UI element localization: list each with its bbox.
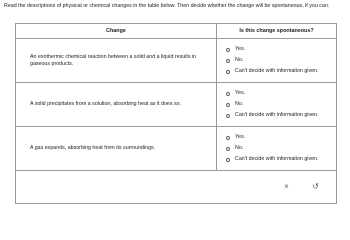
radio-button[interactable] bbox=[226, 59, 230, 63]
option-label: Can't decide with information given. bbox=[235, 68, 319, 74]
option-label: No. bbox=[235, 57, 244, 63]
option-cant-decide[interactable] bbox=[226, 154, 336, 165]
radio-button[interactable] bbox=[226, 92, 230, 96]
clear-button[interactable] bbox=[280, 180, 293, 193]
radio-button[interactable] bbox=[226, 114, 230, 118]
question-table bbox=[15, 23, 337, 204]
radio-button[interactable] bbox=[226, 147, 230, 151]
option-no[interactable] bbox=[226, 143, 336, 154]
action-bar bbox=[16, 171, 336, 203]
option-no[interactable] bbox=[226, 55, 336, 66]
answer-options bbox=[217, 39, 336, 82]
option-label: Yes. bbox=[235, 134, 246, 140]
option-cant-decide[interactable] bbox=[226, 66, 336, 77]
close-icon: × bbox=[284, 182, 289, 191]
undo-button[interactable] bbox=[309, 180, 322, 193]
option-label: Yes. bbox=[235, 46, 246, 52]
undo-icon: ↺ bbox=[312, 182, 319, 191]
answer-options bbox=[217, 83, 336, 126]
change-description: An exothermic chemical reaction between a solid and a liquid results in gaseous products. bbox=[16, 39, 217, 82]
option-label: No. bbox=[235, 145, 244, 151]
radio-button[interactable] bbox=[226, 70, 230, 74]
instructions-text: Read the descriptions of physical or chemical changes in the table below. Then decide whether the change will be spontaneous, if you can. bbox=[4, 3, 330, 9]
header-spontaneous: Is this change spontaneous? bbox=[239, 28, 314, 34]
header-change: Change bbox=[16, 24, 217, 38]
option-no[interactable] bbox=[226, 99, 336, 110]
table-row bbox=[16, 127, 336, 171]
change-description: A solid precipitates from a solution, absorbing heat as it does so. bbox=[16, 83, 217, 126]
table-row bbox=[16, 39, 336, 83]
option-label: Yes. bbox=[235, 90, 246, 96]
radio-button[interactable] bbox=[226, 48, 230, 52]
change-description: A gas expands, absorbing heat from its surroundings. bbox=[16, 127, 217, 170]
option-yes[interactable] bbox=[226, 44, 336, 55]
option-yes[interactable] bbox=[226, 132, 336, 143]
radio-button[interactable] bbox=[226, 103, 230, 107]
option-label: No. bbox=[235, 101, 244, 107]
option-yes[interactable] bbox=[226, 88, 336, 99]
option-cant-decide[interactable] bbox=[226, 110, 336, 121]
option-label: Can't decide with information given. bbox=[235, 156, 319, 162]
option-label: Can't decide with information given. bbox=[235, 112, 319, 118]
radio-button[interactable] bbox=[226, 158, 230, 162]
answer-options bbox=[217, 127, 336, 170]
table-row bbox=[16, 83, 336, 127]
table-header bbox=[16, 24, 336, 39]
radio-button[interactable] bbox=[226, 136, 230, 140]
